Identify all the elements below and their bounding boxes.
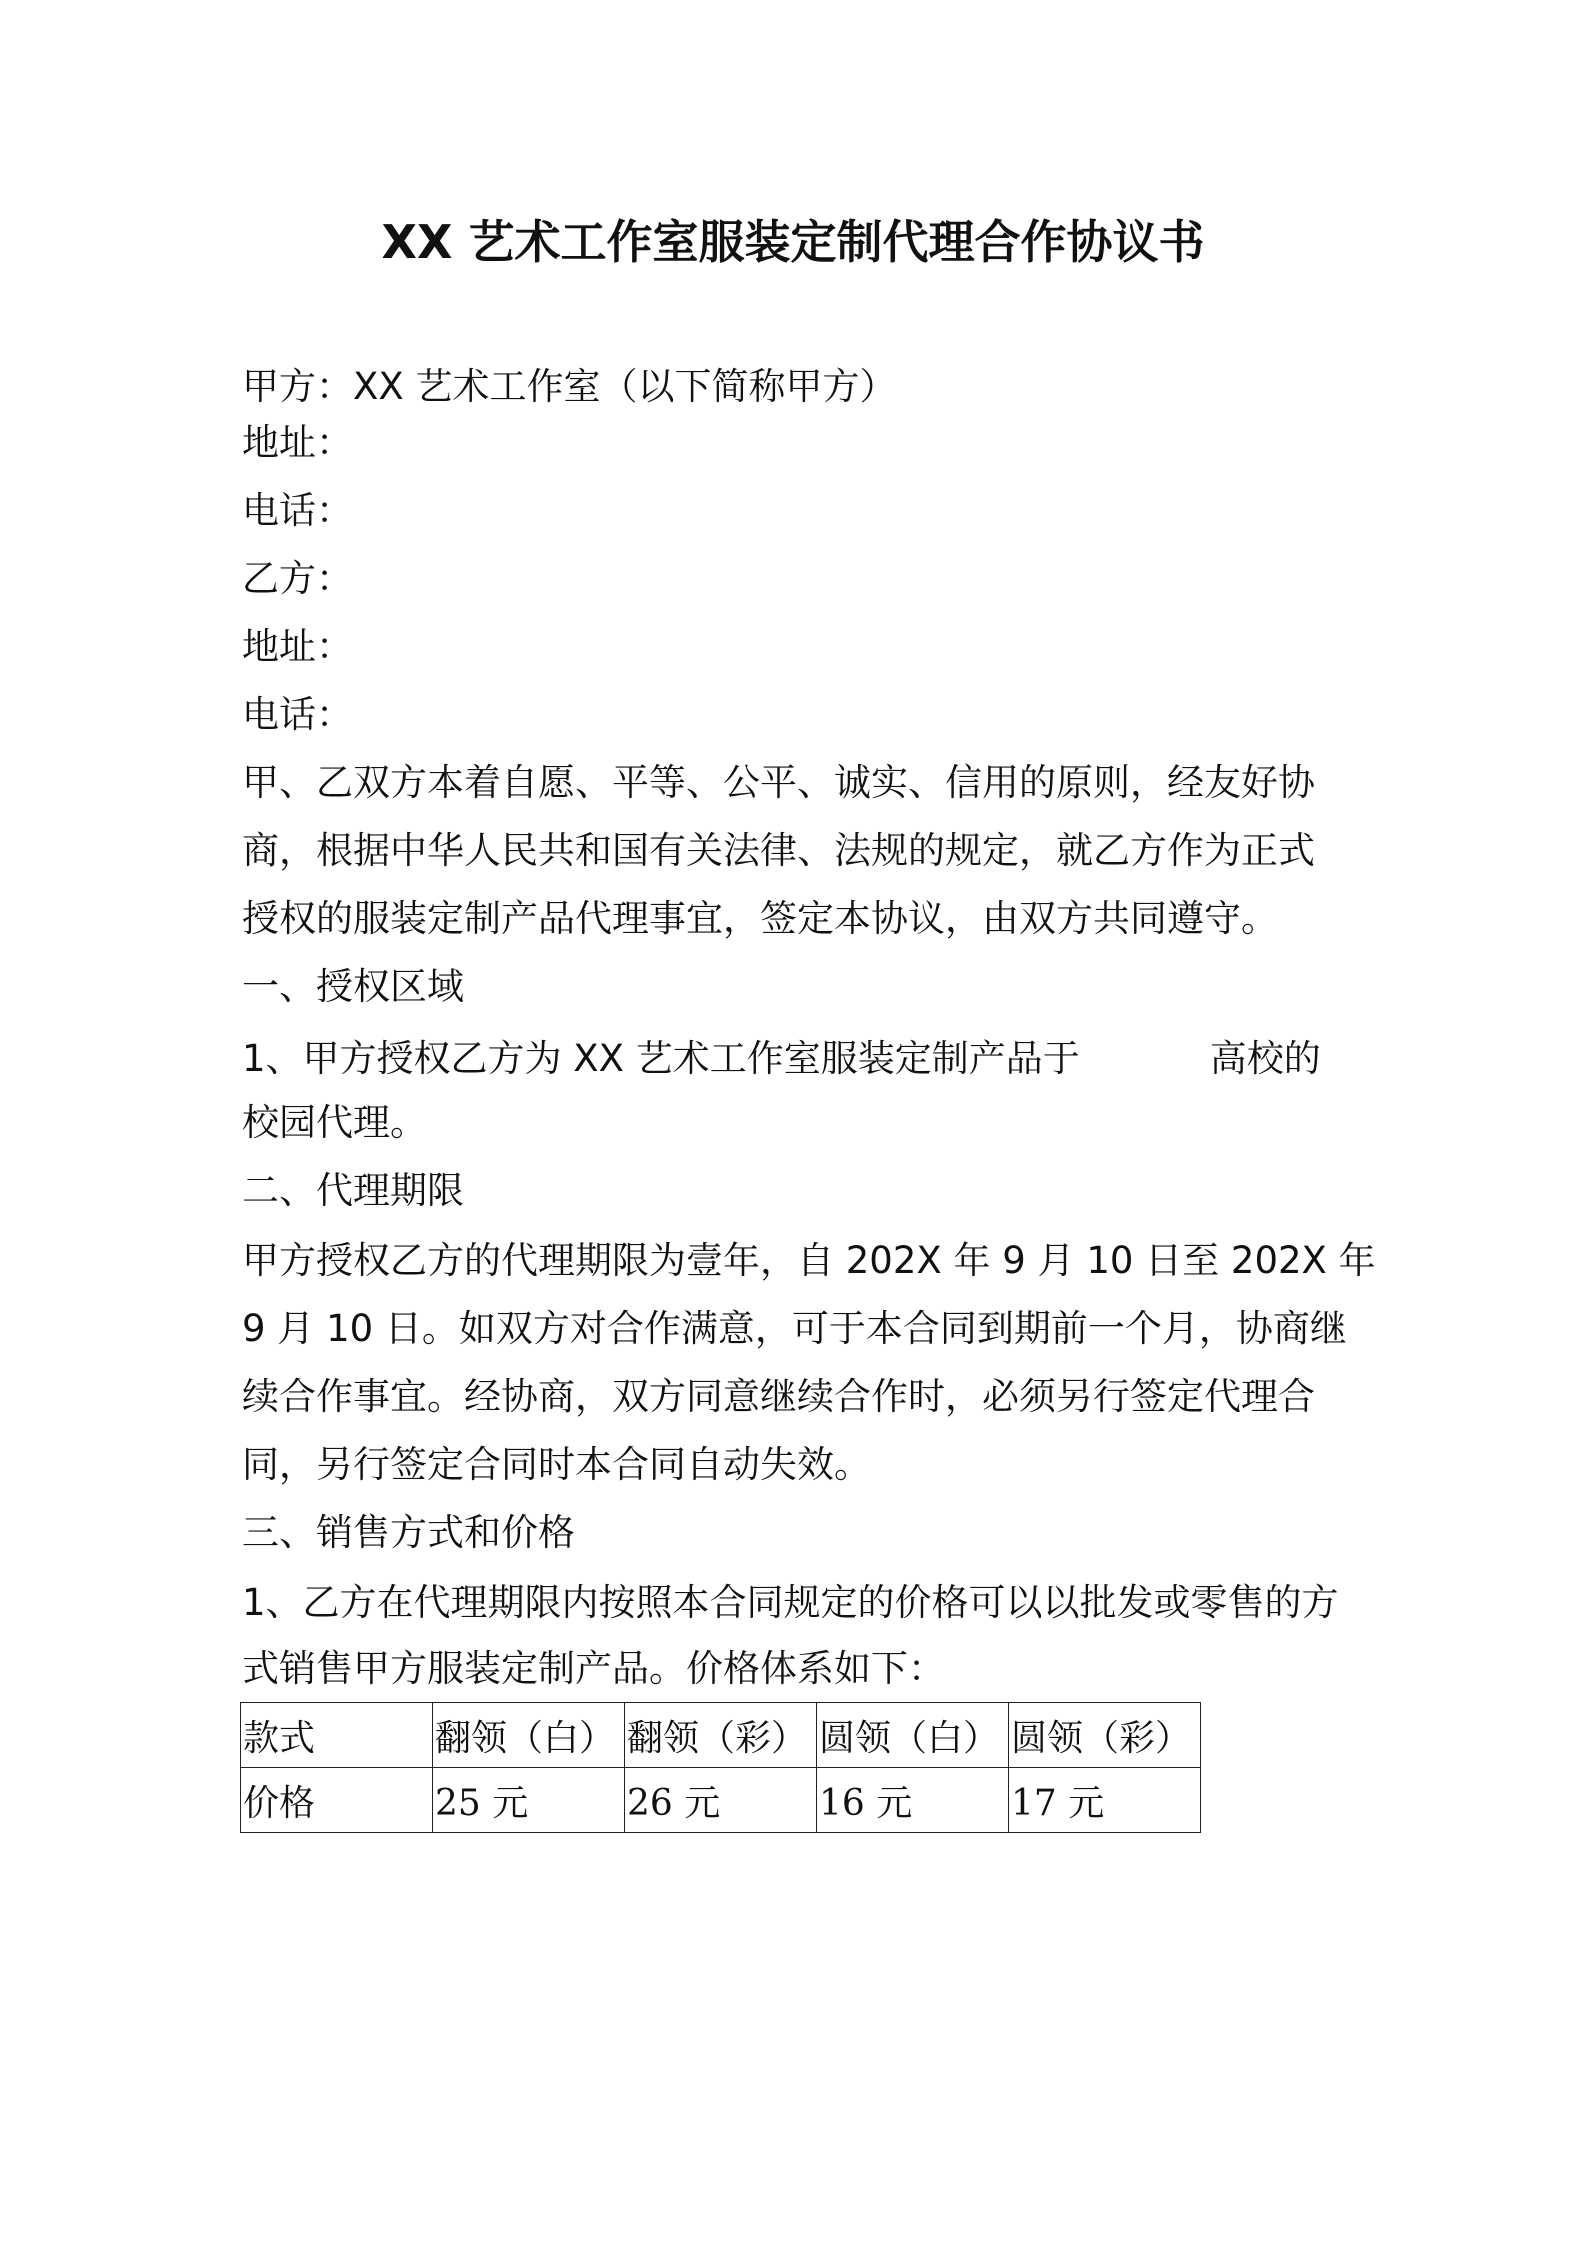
- document-title: XX 艺术工作室服装定制代理合作协议书: [381, 215, 1205, 269]
- section1-item1-line2: 校园代理。: [242, 1101, 427, 1144]
- table-cell: 16 元: [817, 1768, 1009, 1833]
- intro-line-3: 授权的服装定制产品代理事宜，签定本协议，由双方共同遵守。: [242, 897, 1278, 940]
- price-table: [240, 1702, 1201, 1833]
- section3-item1-line2: 式销售甲方服装定制产品。价格体系如下：: [242, 1647, 945, 1690]
- party-b-phone: 电话：: [242, 693, 353, 736]
- price-table-price-row: [241, 1768, 1201, 1833]
- table-cell: 款式: [241, 1703, 433, 1768]
- party-a-phone: 电话：: [242, 489, 353, 532]
- section2-line-1: 甲方授权乙方的代理期限为壹年，自 202X 年 9 月 10 日至 202X 年: [242, 1239, 1376, 1282]
- party-a-line: 甲方：XX 艺术工作室（以下简称甲方）: [242, 365, 897, 408]
- section1-heading: 一、授权区域: [242, 965, 464, 1008]
- table-cell: 圆领（彩）: [1009, 1703, 1201, 1768]
- section3-item1-line1: 1、乙方在代理期限内按照本合同规定的价格可以以批发或零售的方: [242, 1581, 1339, 1624]
- section2-line-3: 续合作事宜。经协商，双方同意继续合作时，必须另行签定代理合: [242, 1375, 1315, 1418]
- section2-line-2: 9 月 10 日。如双方对合作满意，可于本合同到期前一个月，协商继: [242, 1307, 1347, 1350]
- intro-line-1: 甲、乙双方本着自愿、平等、公平、诚实、信用的原则，经友好协: [242, 761, 1315, 804]
- table-cell: 价格: [241, 1768, 433, 1833]
- section3-heading: 三、销售方式和价格: [242, 1511, 575, 1554]
- intro-line-2: 商，根据中华人民共和国有关法律、法规的规定，就乙方作为正式: [242, 829, 1315, 872]
- party-a-address: 地址：: [242, 421, 353, 464]
- section2-heading: 二、代理期限: [242, 1169, 464, 1212]
- section1-item1-part2: 高校的: [1209, 1037, 1321, 1080]
- section1-item1-line1: [242, 1037, 1321, 1080]
- section1-item1-part1: 1、甲方授权乙方为 XX 艺术工作室服装定制产品于: [242, 1037, 1080, 1080]
- table-cell: 26 元: [625, 1768, 817, 1833]
- table-cell: 17 元: [1009, 1768, 1201, 1833]
- table-cell: 翻领（彩）: [625, 1703, 817, 1768]
- section2-line-4: 同，另行签定合同时本合同自动失效。: [242, 1443, 871, 1486]
- table-cell: 圆领（白）: [817, 1703, 1009, 1768]
- party-b-address: 地址：: [242, 625, 353, 668]
- price-table-header-row: [241, 1703, 1201, 1768]
- table-cell: 25 元: [433, 1768, 625, 1833]
- table-cell: 翻领（白）: [433, 1703, 625, 1768]
- party-b-line: 乙方：: [242, 557, 353, 600]
